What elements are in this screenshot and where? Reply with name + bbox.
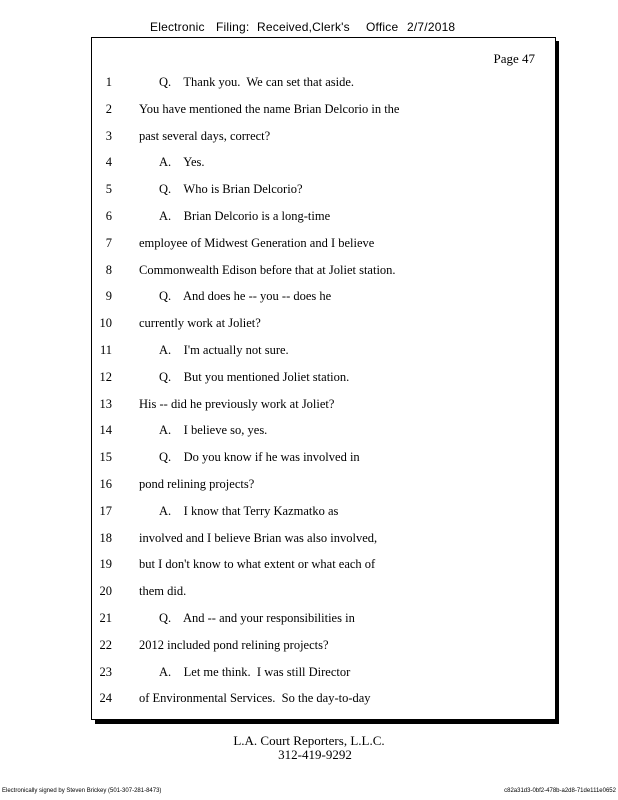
line-number: 1 (105, 75, 112, 89)
line-number: 3 (105, 128, 112, 143)
line-text: of Environmental Services. So the day-to-day (139, 691, 371, 706)
line-number: 13 (99, 396, 112, 411)
transcript-line (92, 343, 552, 361)
line-text: A. I believe so, yes. (159, 423, 268, 438)
transcript-line (92, 557, 552, 575)
line-text: them did. (139, 584, 187, 599)
line-number: 5 (105, 182, 112, 197)
line-text: past several days, correct? (139, 128, 271, 143)
line-number: 21 (99, 611, 112, 625)
line-text: You have mentioned the name Brian Delcorio in the (139, 101, 400, 116)
transcript-line (92, 263, 552, 281)
frame-shadow-bottom (95, 720, 559, 724)
header-electronic: Electronic (150, 20, 205, 34)
page-number: Page 47 (493, 51, 535, 66)
header-received-clerks: Received,Clerk's (257, 20, 350, 34)
line-text: currently work at Joliet? (139, 316, 261, 331)
line-text: involved and I believe Brian was also involved, (139, 530, 378, 545)
line-text: Q. Thank you. We can set that aside. (159, 75, 355, 89)
line-number: 20 (99, 584, 112, 599)
transcript-line (92, 182, 552, 200)
frame-shadow-right (556, 41, 559, 724)
line-text: Commonwealth Edison before that at Joliet station. (139, 262, 396, 277)
line-number: 11 (99, 343, 112, 357)
line-number: 12 (99, 369, 112, 384)
line-number: 2 (105, 101, 112, 116)
transcript-line (92, 236, 552, 254)
line-number: 7 (105, 235, 112, 250)
transcript-line (92, 504, 552, 522)
line-number: 8 (105, 262, 112, 277)
transcript-line (92, 316, 552, 334)
transcript-line (92, 423, 552, 441)
footer-company: L.A. Court Reporters, L.L.C. (233, 733, 385, 748)
line-number: 24 (99, 691, 112, 706)
line-text: A. Let me think. I was still Director (159, 664, 351, 679)
line-text: Q. But you mentioned Joliet station. (159, 369, 350, 384)
line-number: 22 (99, 637, 112, 652)
line-text: 2012 included pond relining projects? (139, 637, 329, 652)
footer-phone: 312-419-9292 (278, 747, 352, 762)
line-text: pond relining projects? (139, 477, 255, 491)
transcript-line (92, 450, 552, 468)
filing-header (0, 20, 618, 36)
line-text: employee of Midwest Generation and I believe (139, 235, 375, 250)
transcript-line (92, 370, 552, 388)
line-number: 10 (99, 316, 112, 331)
line-text: Q. And -- and your responsibilities in (159, 611, 355, 625)
line-text: Q. Do you know if he was involved in (159, 450, 360, 465)
line-number: 16 (99, 477, 112, 491)
transcript-line (92, 75, 552, 93)
line-number: 9 (105, 289, 112, 304)
signature-right: c82a31d3-0bf2-478b-a2d8-71de111e0652 (504, 788, 616, 794)
transcript-line (92, 638, 552, 656)
transcript-line (92, 102, 552, 120)
line-text: Q. And does he -- you -- does he (159, 289, 332, 304)
line-number: 15 (99, 450, 112, 465)
transcript-line (92, 611, 552, 629)
transcript-line (92, 691, 552, 709)
transcript-line (92, 531, 552, 549)
line-text: but I don't know to what extent or what each of (139, 557, 376, 572)
transcript-line (92, 209, 552, 227)
line-text: Q. Who is Brian Delcorio? (159, 182, 303, 197)
transcript-page (91, 37, 556, 720)
line-number: 14 (99, 423, 112, 438)
line-number: 23 (99, 664, 112, 679)
header-date: 2/7/2018 (407, 20, 456, 34)
line-text: A. I'm actually not sure. (159, 343, 289, 357)
line-text: A. Yes. (159, 155, 205, 170)
signature-left: Electronically signed by Steven Brickey (501-307-281-8473) (2, 788, 162, 794)
line-number: 6 (105, 209, 112, 223)
transcript-line (92, 665, 552, 683)
line-text: His -- did he previously work at Joliet? (139, 396, 335, 411)
line-text: A. Brian Delcorio is a long-time (159, 209, 331, 223)
transcript-line (92, 129, 552, 147)
line-number: 19 (99, 557, 112, 572)
header-office: Office (366, 20, 399, 34)
transcript-line (92, 477, 552, 495)
transcript-line (92, 155, 552, 173)
transcript-line (92, 289, 552, 307)
header-filing: Filing: (216, 20, 250, 34)
line-text: A. I know that Terry Kazmatko as (159, 503, 339, 518)
transcript-line (92, 397, 552, 415)
line-number: 17 (99, 503, 112, 518)
transcript-line (92, 584, 552, 602)
line-number: 18 (99, 530, 112, 545)
line-number: 4 (105, 155, 112, 170)
